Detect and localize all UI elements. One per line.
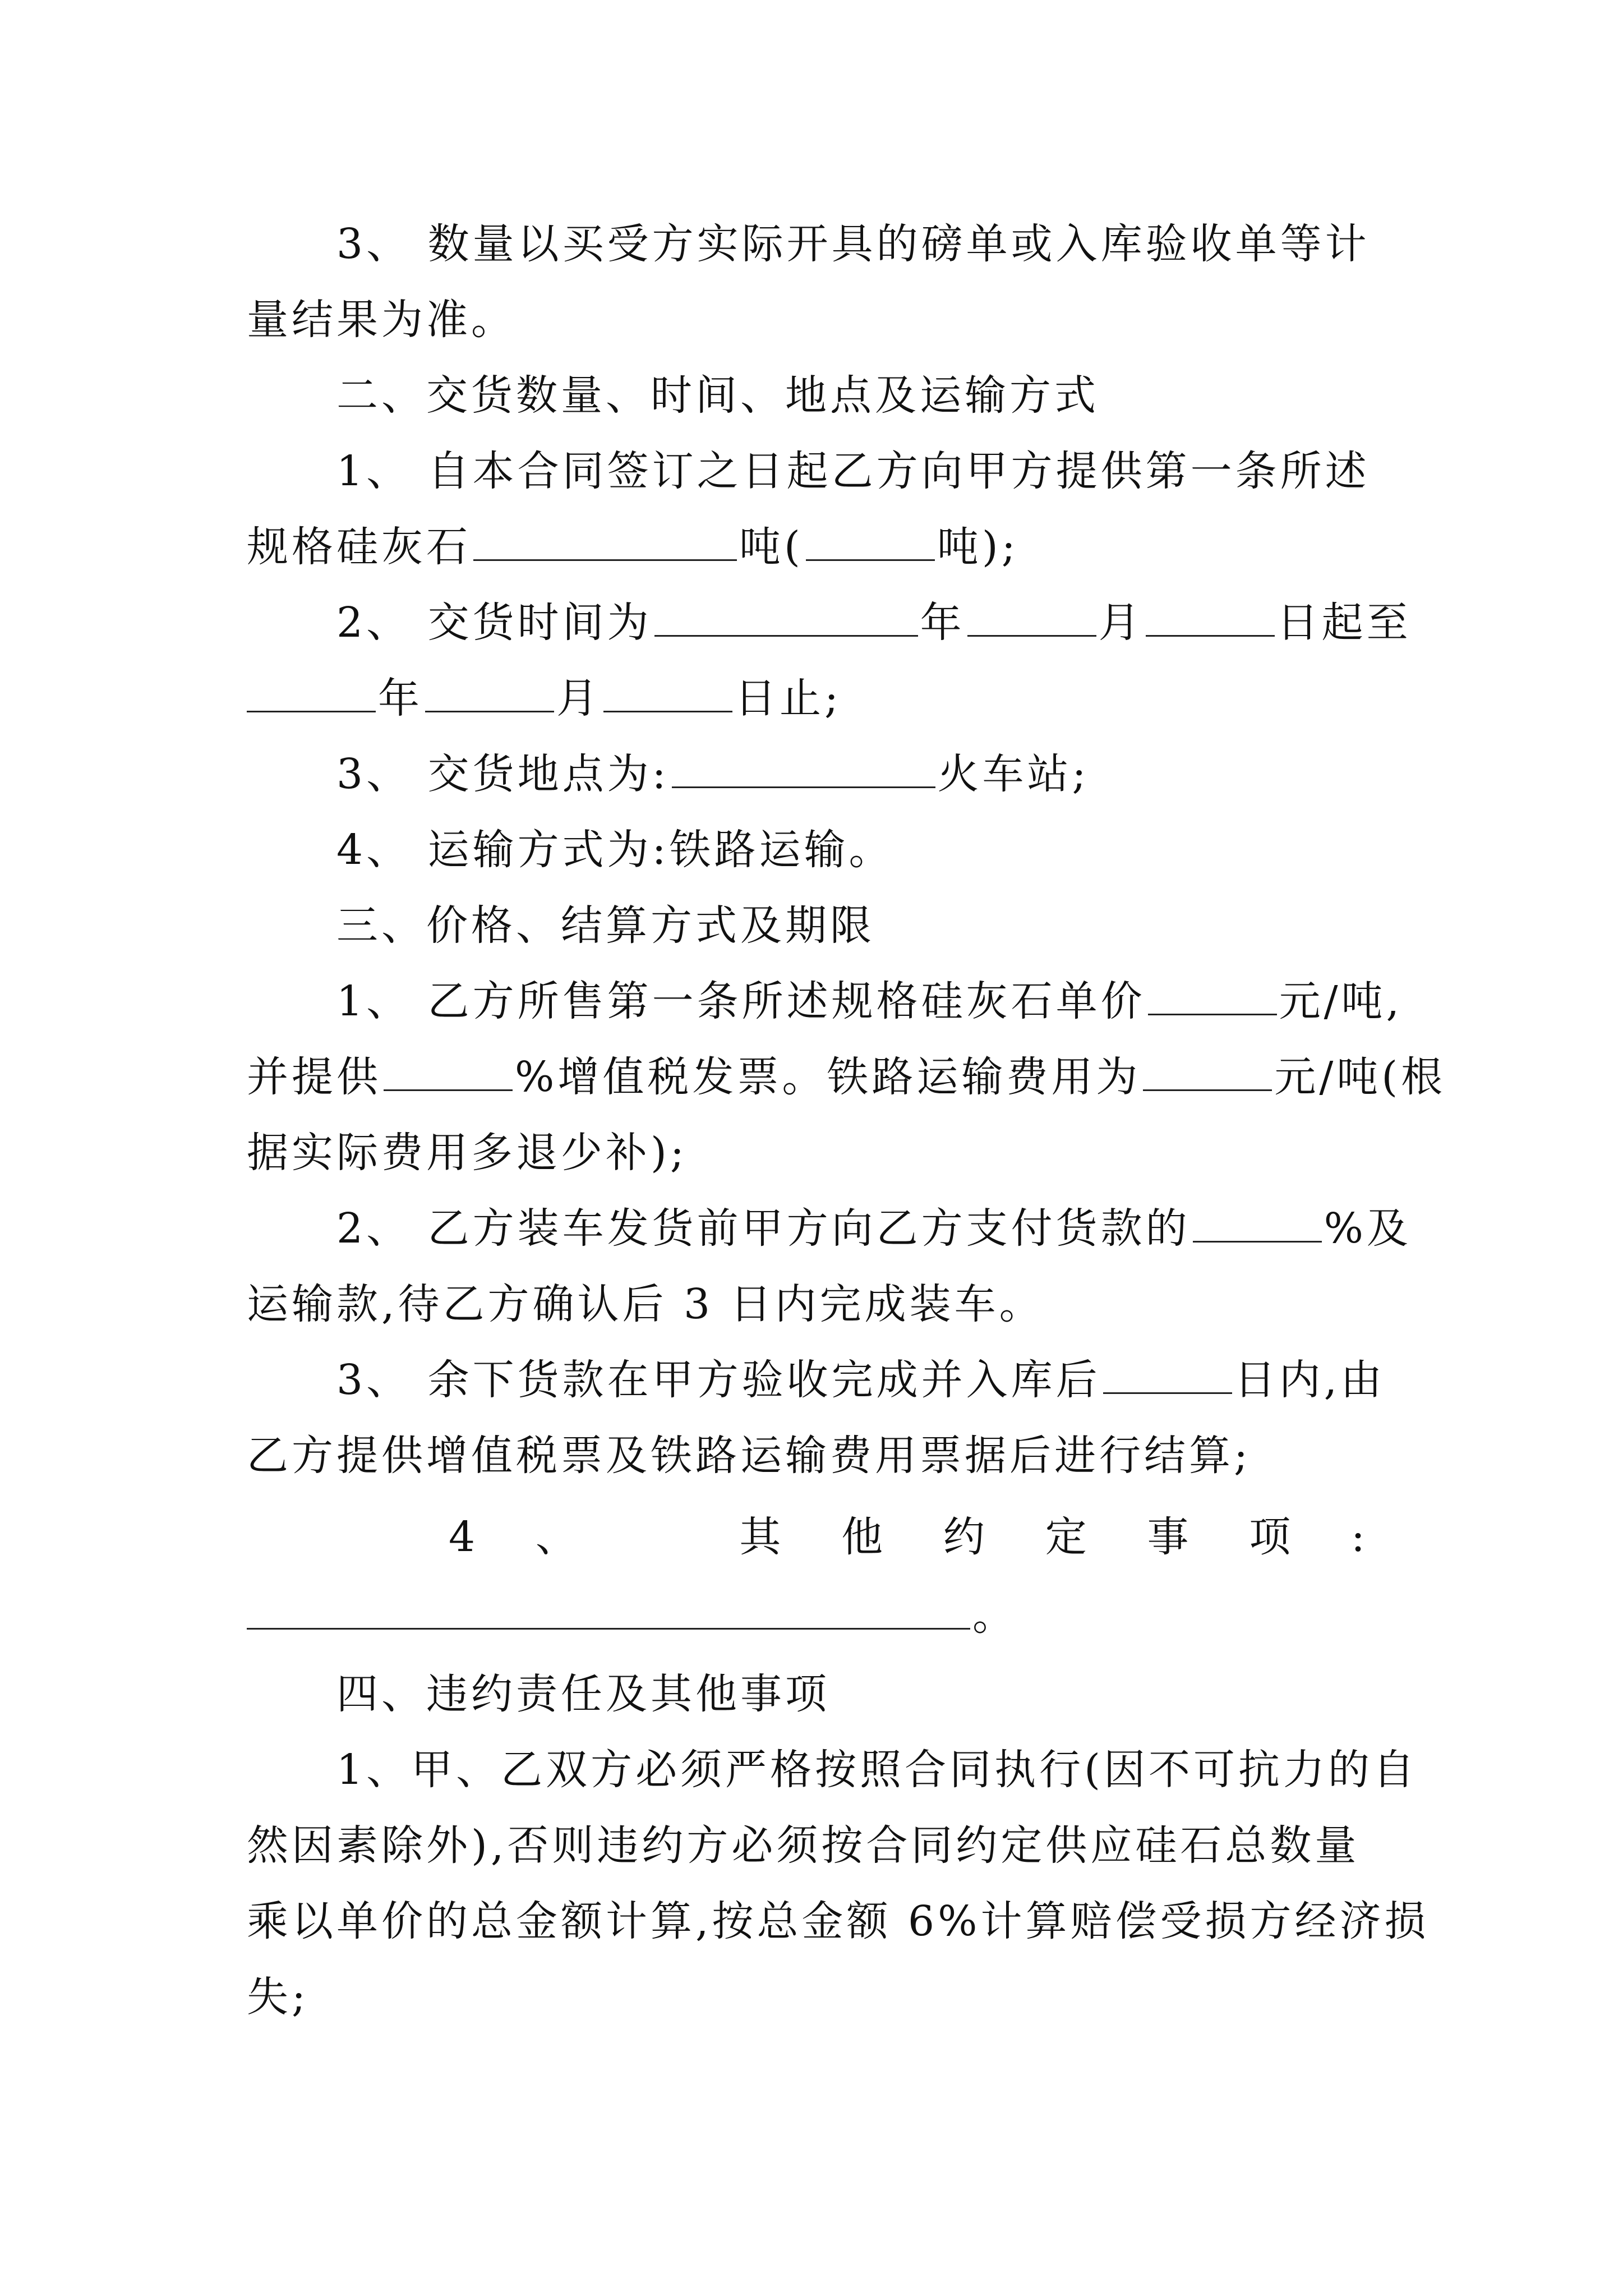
paragraph-line <box>336 1200 1412 1257</box>
clause-text: 1、甲、乙双方必须严格按照合同执行(因不可抗力的自 <box>336 1746 1418 1794</box>
paragraph-line <box>247 1588 1380 1644</box>
paragraph-line <box>336 443 1380 499</box>
paragraph-line <box>247 1049 1446 1105</box>
fill-blank <box>1146 601 1275 637</box>
section-heading <box>336 1666 1380 1722</box>
clause-text: 元/吨(根 <box>1274 1053 1446 1101</box>
paragraph-line <box>247 1276 1380 1332</box>
fill-blank <box>473 526 737 561</box>
clause-text: 1、 乙方所售第一条所述规格硅灰石单价 <box>336 977 1146 1025</box>
paragraph-line <box>247 1818 1380 1874</box>
clause-text: 量结果为准。 <box>247 296 516 344</box>
clause-text: %增值税发票。铁路运输费用为 <box>515 1053 1141 1101</box>
clause-text: 失; <box>247 1973 309 2021</box>
fill-blank <box>1148 980 1277 1015</box>
section-heading <box>336 898 1380 954</box>
paragraph-line <box>247 1125 1380 1181</box>
clause-text: 规格硅灰石 <box>247 523 471 571</box>
paragraph-line <box>336 822 1380 878</box>
fill-blank <box>247 1594 970 1630</box>
fill-blank <box>654 601 918 637</box>
spaced-char: 其 <box>739 1513 785 1561</box>
clause-text: 3、 交货地点为: <box>336 750 670 798</box>
clause-text: 3、 余下货款在甲方验收完成并入库后 <box>336 1356 1101 1404</box>
clause-text: 并提供 <box>247 1053 381 1101</box>
spaced-char: 4 <box>449 1513 479 1561</box>
clause-text: 运输款,待乙方确认后 3 日内完成装车。 <box>247 1280 1044 1328</box>
clause-text: 月 <box>1098 599 1144 647</box>
paragraph-line <box>247 519 1380 575</box>
clause-text: 4、 运输方式为:铁路运输。 <box>336 826 894 874</box>
clause-text: 日内,由 <box>1234 1356 1386 1404</box>
spaced-char: 项 <box>1249 1513 1294 1561</box>
clause-text: 然因素除外),否则违约方必须按合同约定供应硅石总数量 <box>247 1821 1360 1870</box>
paragraph-line <box>336 216 1380 272</box>
paragraph-line <box>247 1893 1430 1949</box>
clause-text: 元/吨, <box>1279 977 1403 1025</box>
heading-text: 二、交货数量、时间、地点及运输方式 <box>336 371 1099 420</box>
spaced-char: 定 <box>1045 1513 1090 1561</box>
heading-text: 四、违约责任及其他事项 <box>336 1670 830 1718</box>
clause-text: 日起至 <box>1276 599 1412 647</box>
spaced-char: : <box>1350 1513 1368 1561</box>
fill-blank <box>672 753 935 788</box>
fill-blank <box>1103 1359 1232 1394</box>
spaced-char: 事 <box>1147 1513 1192 1561</box>
clause-text: 吨( <box>739 523 804 571</box>
clause-text: 2、 乙方装车发货前甲方向乙方支付货款的 <box>336 1204 1191 1253</box>
paragraph-line <box>336 1742 1418 1798</box>
clause-text: 年 <box>378 674 423 723</box>
clause-text: 乘以单价的总金额计算,按总金额 6%计算赔偿受损方经济损 <box>247 1897 1430 1945</box>
paragraph-line <box>247 1428 1380 1484</box>
clause-text: 年 <box>920 599 965 647</box>
paragraph-line <box>247 1969 1380 2025</box>
paragraph-line <box>336 973 1403 1029</box>
paragraph-line <box>336 746 1380 802</box>
clause-text: 月 <box>556 674 601 723</box>
paragraph-line <box>336 1352 1386 1408</box>
clause-text: 1、 自本合同签订之日起乙方向甲方提供第一条所述 <box>336 447 1370 495</box>
spaced-char: 、 <box>535 1513 580 1561</box>
fill-blank <box>806 526 935 561</box>
clause-text: 火车站; <box>937 750 1090 798</box>
clause-text: 日止; <box>735 674 842 723</box>
fill-blank <box>247 677 376 712</box>
clause-text: 乙方提供增值税票及铁路运输费用票据后进行结算; <box>247 1432 1251 1480</box>
fill-blank <box>967 601 1096 637</box>
clause-text: 吨); <box>937 523 1019 571</box>
paragraph-line <box>247 292 1380 348</box>
heading-text: 三、价格、结算方式及期限 <box>336 901 875 950</box>
fill-blank <box>425 677 554 712</box>
clause-text: 据实际费用多退少补); <box>247 1129 688 1177</box>
spaced-char: 他 <box>841 1513 887 1561</box>
fill-blank <box>384 1056 513 1091</box>
clause-text: 。 <box>972 1591 1017 1640</box>
section-heading <box>336 367 1380 424</box>
fill-blank <box>1143 1056 1272 1091</box>
paragraph-line <box>336 595 1412 651</box>
fill-blank <box>603 677 732 712</box>
clause-text: 3、 数量以买受方实际开具的磅单或入库验收单等计 <box>336 220 1370 268</box>
clause-text: %及 <box>1324 1204 1412 1253</box>
justified-line <box>449 1509 1368 1565</box>
spaced-char: 约 <box>943 1513 988 1561</box>
fill-blank <box>1193 1207 1322 1243</box>
clause-text: 2、 交货时间为 <box>336 599 652 647</box>
paragraph-line <box>247 670 1380 726</box>
